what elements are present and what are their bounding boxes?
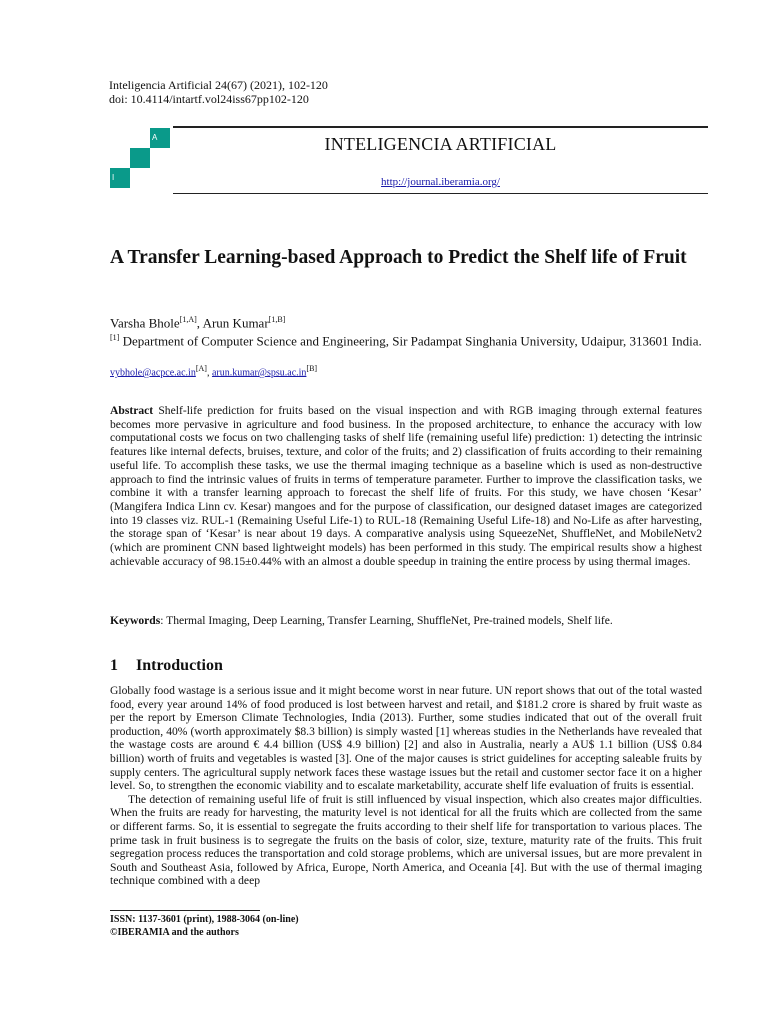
logo-square <box>130 148 150 168</box>
author-line <box>110 312 285 331</box>
email-mark: [B] <box>306 364 318 373</box>
keywords <box>110 614 702 628</box>
abstract <box>110 404 702 568</box>
author-name: Varsha Bhole <box>110 315 180 331</box>
paragraph: Globally food wastage is a serious issue and it might become worst in near future. UN report shows that out of the total wasted food, every year around 14% of food produced is lost between harvest and retail, and $181.2 crore is shared by fruit waste as per the report by Emerson Climate Technologies, India (2013). Further, some studies indicated that out of the overall fruit production, 40% (worth approximately $8.3 billion) is simply wasted [1] whereas studies in the Netherlands have revealed that the wastage costs are around € 4.4 billion (US$ 4.9 billion) [2] and also in Australia, nearly a AU$ 1.1 billion (US$ 0.84 billion) worth of fruits and vegetables is wasted [3]. One of the major causes is strict guidelines for accepting saleable fruits by supply centers. The agricultural supply network faces these wastage issues but the retail and customer sector face it on a higher level. So, to strengthen the economic viability and to escalate marketability, accurate shelf life evaluation of fruits is essential. <box>110 684 702 793</box>
affiliation <box>110 330 702 350</box>
issn-line: ISSN: 1137-3601 (print), 1988-3064 (on-line) <box>110 914 299 925</box>
journal-url-container <box>173 176 708 188</box>
affil-mark: [1] <box>110 333 120 342</box>
email-link[interactable]: arun.kumar@spsu.ac.in <box>211 367 307 379</box>
abstract-label: Abstract <box>110 404 154 417</box>
section-body <box>110 684 702 888</box>
section-title: Introduction <box>136 657 223 674</box>
paragraph: The detection of remaining useful life of fruit is still influenced by visual inspection, which also creates major difficulties. When the fruits are ready for harvesting, the maturity level is not identical for all the fruits which are collected from the same or different farms. So, it is essential to segregate the fruits according to their shelf life for transportation to various places. The prime task in fruit business is to segregate the fruits on the basis of color, size, texture, maturity rate of the fruits. This fruit segregation process reduces the transportation and cold storage problems, which are universal issues, but are more prevalent in South and Southeast Asia, followed by Africa, Europe, North America, and Oceania [4]. But with the use of thermal imaging technique combined with a deep <box>110 792 702 888</box>
author-affil-mark: [1,B] <box>268 315 286 324</box>
footer-rule <box>110 910 260 911</box>
paper-title: A Transfer Learning-based Approach to Predict the Shelf life of Fruit <box>110 247 687 268</box>
keywords-text: : Thermal Imaging, Deep Learning, Transfer Learning, ShuffleNet, Pre-trained models, Shelf life. <box>160 614 613 627</box>
author-name: Arun Kumar <box>202 315 269 331</box>
email-mark: [A] <box>195 364 207 373</box>
journal-name: INTELIGENCIA ARTIFICIAL <box>324 134 557 154</box>
citation-line: Inteligencia Artificial 24(67) (2021), 102-120 <box>109 78 328 92</box>
header-rule-top <box>173 126 708 128</box>
author-separator: , <box>196 315 203 331</box>
doi-line: doi: 10.4114/intartf.vol24iss67pp102-120 <box>109 92 309 106</box>
journal-citation <box>109 78 328 106</box>
keywords-label: Keywords <box>110 614 161 627</box>
journal-logo <box>110 128 170 188</box>
footer <box>110 913 299 939</box>
author-emails: vybhole@acpce.ac.in[A], arun.kumar@spsu.ac.in[B] <box>110 364 318 379</box>
email-link[interactable]: vybhole@acpce.ac.in <box>110 367 196 379</box>
journal-url-link[interactable]: http://journal.iberamia.org/ <box>381 176 500 188</box>
affiliation-text: Department of Computer Science and Engineering, Sir Padampat Singhania University, Udaipur, 313601 India. <box>119 333 702 349</box>
logo-square-a: A <box>150 128 170 148</box>
section-number: 1 <box>110 657 118 674</box>
abstract-text: Shelf-life prediction for fruits based on the visual inspection and with RGB imaging through external features becomes more pervasive in agriculture and food business. In the proposed architecture, to enhance the accuracy with low computational costs we focus on two challenging tasks of shelf life (remaining useful life) prediction: 1) detecting the intrinsic features like internal defects, bruises, texture, and color of the fruits; and 2) classification of fruits according to their remaining useful life. To accomplish these tasks, we use the thermal imaging technique as a baseline which is used as non-destructive approach to find the intrinsic values of fruits in terms of temperature parameter. Further to improve the classification tasks, we combine it with a transfer learning approach to forecast the shelf life of fruits. For this study, we have chosen ‘Kesar’ (Mangifera Indica Linn cv. Kesar) mangoes and for the purpose of classification, our designed dataset images are categorized into 19 classes viz. RUL-1 (Remaining Useful Life-1) to RUL-18 (Remaining Useful Life-18) and No-Life as after harvesting, the storage span of ‘Kesar’ is near about 19 days. A comparative analysis using SqueezeNet, ShuffleNet, and MobileNetv2 (which are prominent CNN based lightweight models) has been performed in this study. The empirical results show a highest achievable accuracy of 98.15±0.44% with an almost a double speedup in training the entire process by using thermal images. <box>110 404 702 568</box>
author-affil-mark: [1,A] <box>179 315 197 324</box>
copyright-line: ©IBERAMIA and the authors <box>110 927 239 938</box>
header-rule-bottom <box>173 193 708 194</box>
section-heading <box>110 657 223 675</box>
logo-square-i: I <box>110 168 130 188</box>
